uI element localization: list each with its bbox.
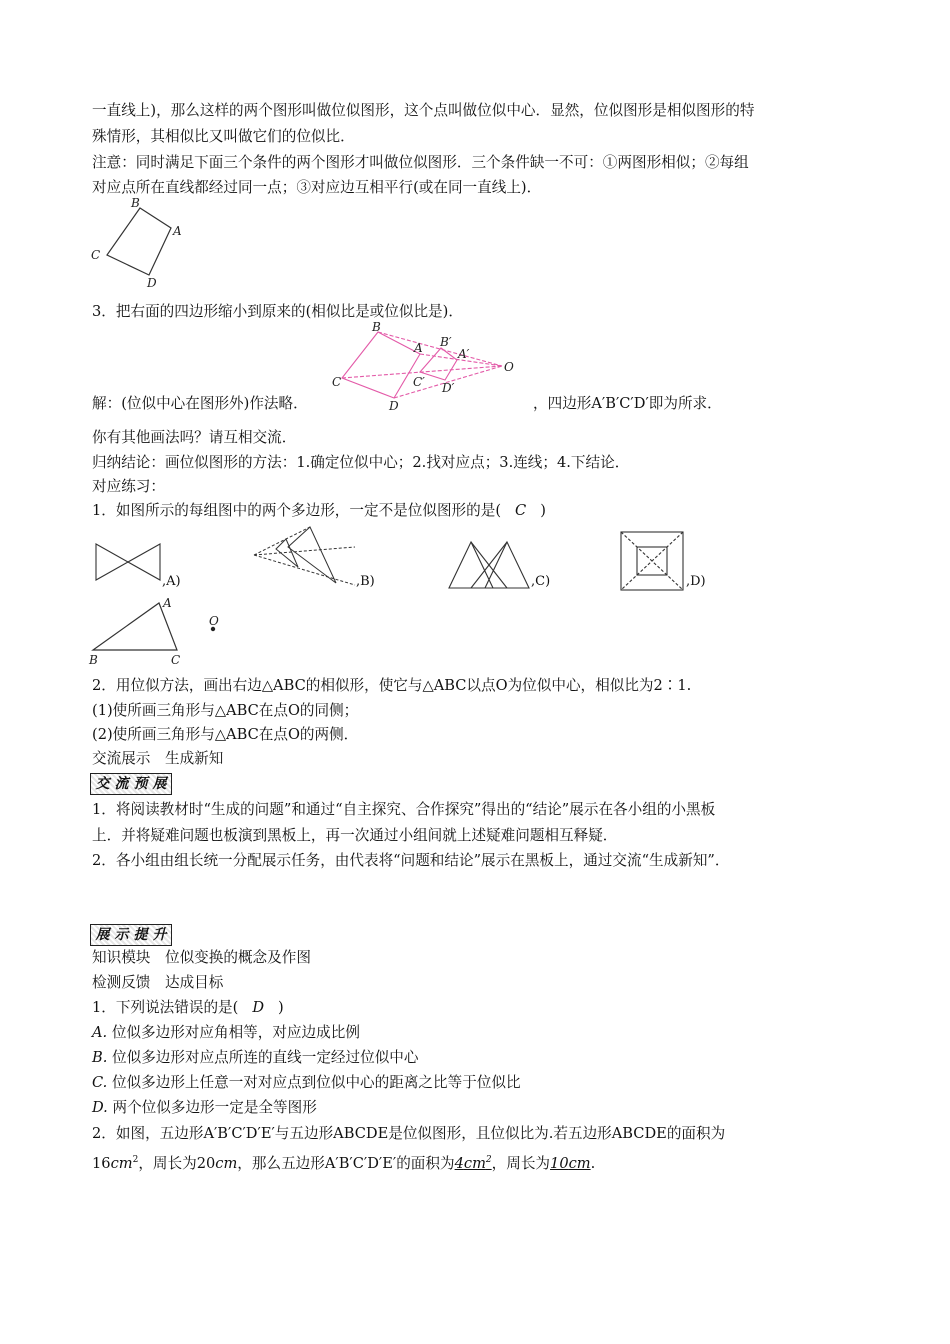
option-a-label: ,A) (162, 574, 181, 589)
answer-number: 10 (550, 1154, 569, 1172)
option-text: 位似多边形上任意一对对应点到位似中心的距离之比等于位似比 (111, 1074, 521, 1091)
vertex-label: B (131, 196, 140, 210)
text-part: ，周长为20 (138, 1154, 216, 1172)
option-line (92, 1098, 317, 1118)
center-label: O (504, 360, 514, 374)
vertex-label: A′ (458, 347, 470, 361)
homothety-figure (330, 320, 525, 415)
section-heading: 交流展示 生成新知 (92, 750, 224, 767)
feedback-heading: 检测反馈 达成目标 (92, 974, 224, 991)
answer-unit: cm (568, 1154, 591, 1172)
exchange-item: 上．并将疑难问题也板演到黑板上，再一次通过小组间就上述疑难问题相互释疑． (92, 827, 618, 844)
center-label: O (209, 614, 219, 628)
answer-area: $4cm^2$ (454, 1154, 492, 1172)
note-line: 对应点所在直线都经过同一点；③对应边互相平行(或在同一直线上)． (92, 179, 542, 196)
option-line (92, 1048, 419, 1068)
option-letter: B. (92, 1049, 108, 1066)
vertex-label: A (414, 341, 423, 355)
section-badge-improve (90, 924, 172, 946)
answer-perimeter (550, 1155, 591, 1172)
option-d-figure (615, 528, 690, 596)
option-line (92, 1073, 521, 1093)
option-c-label: ,C) (531, 574, 551, 589)
summary-text: 归纳结论：画位似图形的方法：1.确定位似中心；2.找对应点；3.连线；4.下结论． (92, 454, 630, 471)
badge-char: 提 (133, 927, 148, 943)
badge-char: 展 (152, 776, 167, 792)
vertex-label: A (163, 596, 172, 610)
question-2: 2．如图，五边形A′B′C′D′E′与五边形ABCDE是位似图形，且位似比为.若五边形ABCDE的面积为 (92, 1125, 726, 1142)
unit: cm (110, 1154, 133, 1172)
option-c-figure (445, 538, 533, 593)
quadrilateral-figure (85, 195, 195, 290)
vertex-label: C′ (413, 375, 425, 389)
text-part: 16 (92, 1154, 111, 1172)
vertex-label: D (147, 276, 157, 290)
option-text: 两个位似多边形一定是全等图形 (112, 1099, 317, 1116)
section-badge-exchange (90, 773, 172, 795)
vertex-label: B (372, 320, 381, 334)
practice-heading: 对应练习： (92, 478, 165, 495)
option-letter: D. (92, 1099, 108, 1116)
vertex-label: D (389, 399, 399, 413)
question-1-close: ) (278, 999, 284, 1016)
option-line (92, 1023, 360, 1043)
text-part: . (590, 1154, 596, 1172)
vertex-label: B′ (440, 335, 452, 349)
badge-char: 预 (133, 776, 148, 792)
solution-text: 解：(位似中心在图形外)作法略． (92, 395, 308, 412)
module-heading: 知识模块 位似变换的概念及作图 (92, 949, 311, 966)
option-text: 位似多边形对应点所连的直线一定经过位似中心 (112, 1049, 419, 1066)
note-line: 注意：同时满足下面三个条件的两个图形才叫做位似图形．三个条件缺一不可：①两图形相似；②每组 (92, 154, 749, 171)
badge-char: 展 (95, 927, 110, 943)
text-part: ，那么五边形A′B′C′D′E′的面积为 (237, 1154, 455, 1172)
practice-1-close: ) (540, 502, 546, 519)
exchange-item: 2．各小组由组长统一分配展示任务，由代表将“问题和结论”展示在黑板上，通过交流“生成新知”． (92, 852, 730, 869)
exchange-item: 1．将阅读教材时“生成的问题”和通过“自主探究、合作探究”得出的“结论”展示在各小组的小黑板 (92, 801, 716, 818)
unit: cm (215, 1154, 238, 1172)
option-letter: A. (92, 1024, 108, 1041)
text-part: ，周长为 (491, 1154, 551, 1172)
option-b-label: ,B) (356, 574, 375, 589)
practice-1-answer: C (515, 502, 527, 519)
question-1 (92, 998, 284, 1018)
badge-char: 交 (95, 776, 110, 792)
option-a-figure (88, 540, 168, 585)
triangle-figure (85, 593, 235, 668)
badge-char: 示 (114, 927, 129, 943)
option-text: 位似多边形对应角相等，对应边成比例 (111, 1024, 360, 1041)
answer-unit: cm (463, 1154, 486, 1172)
item-3: 3．把右面的四边形缩小到原来的(相似比是或位似比是)． (92, 303, 463, 320)
badge-char: 流 (114, 776, 129, 792)
vertex-label: D′ (442, 381, 455, 395)
vertex-label: A (173, 224, 182, 238)
question-1-answer: D (252, 999, 265, 1016)
question-text: 你有其他画法吗？请互相交流． (92, 429, 297, 446)
practice-2-sub: (1)使所画三角形与△ABC在点O的同侧； (92, 702, 359, 719)
vertex-label: C (91, 248, 101, 262)
vertex-label: B (89, 653, 98, 667)
practice-1 (92, 501, 546, 521)
option-d-label: ,D) (686, 574, 706, 589)
badge-char: 升 (152, 927, 167, 943)
question-1-text: 1．下列说法错误的是( (92, 999, 239, 1016)
option-b-figure (250, 525, 360, 590)
answer-number: 4 (454, 1154, 464, 1172)
question-2-line2: $16cm^2$，周长为20cm，那么五边形A′B′C′D′E′的面积为$4cm^2$，周长为10cm. (92, 1154, 596, 1172)
vertex-label: C (332, 375, 342, 389)
option-letter: C. (92, 1074, 108, 1091)
practice-1-text: 1．如图所示的每组图中的两个多边形，一定不是位似图形的是( (92, 502, 502, 519)
solution-result: ，四边形A′B′C′D′即为所求． (533, 395, 722, 412)
vertex-label: C (171, 653, 181, 667)
text-line: 一直线上)，那么这样的两个图形叫做位似图形，这个点叫做位似中心．显然，位似图形是相似图形的特 (92, 102, 755, 119)
practice-2-sub: (2)使所画三角形与△ABC在点O的两侧． (92, 726, 359, 743)
text-line: 殊情形，其相似比又叫做它们的位似比． (92, 128, 355, 145)
practice-2: 2．用位似方法，画出右边△ABC的相似形，使它与△ABC以点O为位似中心，相似比为2∶1. (92, 677, 692, 694)
